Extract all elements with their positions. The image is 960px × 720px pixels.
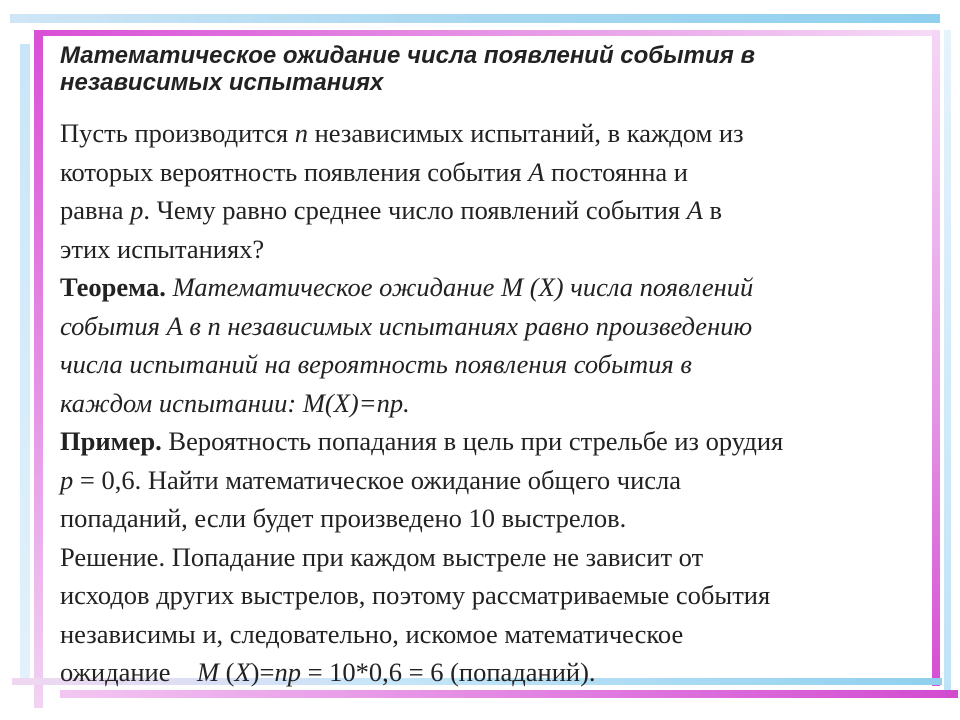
solution-line-4: ожидание М (Х)=пр = 10*0,6 = 6 (попаданий). (60, 657, 596, 687)
top-decor-bar (10, 14, 940, 23)
top-pink-decor-bar (34, 30, 940, 36)
intro-line-1: Пусть производится n независимых испытаний, в каждом из (60, 118, 744, 148)
intro-line-4: этих испытаниях? (60, 233, 265, 264)
solution-line-2: исходов других выстрелов, поэтому рассматриваемые события (60, 580, 771, 610)
example-line-1: Пример. Вероятность попадания в цель при стрельбе из орудия (60, 426, 784, 456)
slide-content (60, 42, 922, 692)
left-blue-decor-bar (20, 44, 30, 684)
title-line-1: Математическое ожидание числа появлений события в (60, 42, 755, 69)
slide-title (60, 42, 922, 96)
right-blue-decor-bar (944, 30, 951, 690)
intro-line-2: которых вероятность появления события А постоянна и (60, 156, 688, 187)
slide-body (60, 114, 922, 692)
theorem-label: Теорема. (60, 272, 166, 302)
theorem-line-4: каждом испытании: М(Х)=пр. (60, 387, 410, 418)
title-line-2: независимых испытаниях (60, 69, 384, 96)
theorem-line-2: события А в п независимых испытаниях равно произведению (60, 310, 753, 341)
left-pink-decor-bar (34, 30, 43, 708)
solution-line-3: независимы и, следовательно, искомое математическое (60, 618, 684, 649)
example-label: Пример. (60, 426, 162, 456)
example-line-2: р = 0,6. Найти математическое ожидание общего числа (60, 464, 682, 495)
example-line-3: попаданий, если будет произведено 10 выстрелов. (60, 503, 627, 533)
intro-line-3: равна р. Чему равно среднее число появлений события А в (60, 195, 723, 225)
right-pink-decor-bar (932, 30, 940, 686)
theorem-line-3: числа испытаний на вероятность появления события в (60, 349, 692, 379)
solution-line-1: Решение. Попадание при каждом выстреле не зависит от (60, 541, 704, 572)
theorem-line-1: Теорема. Математическое ожидание М (Х) числа появлений (60, 272, 754, 302)
